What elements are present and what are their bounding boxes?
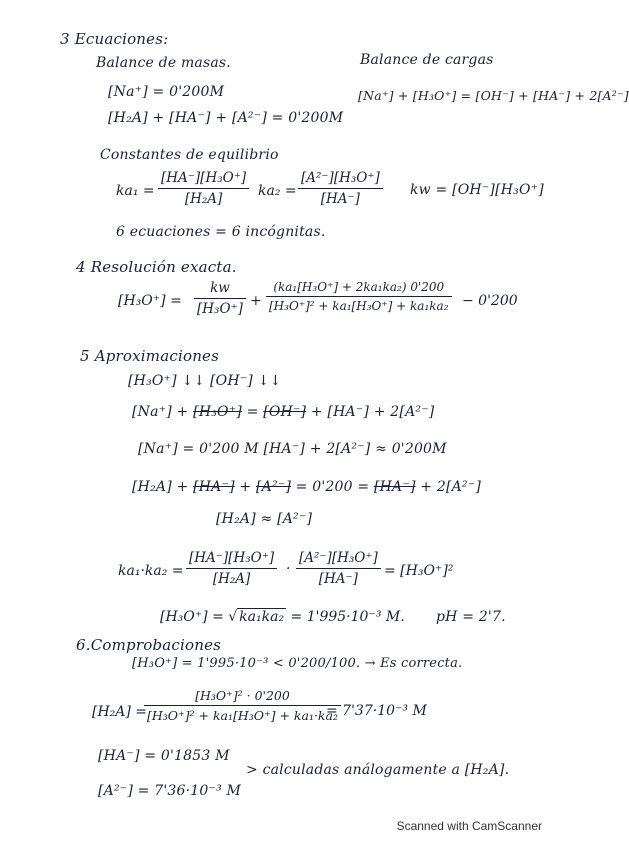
na-approx-line: [Na⁺] = 0'200 M [HA⁻] + 2[A²⁻] ≈ 0'200M [138,441,447,457]
struck-a2: [A²⁻] [255,479,292,495]
kw-denominator: [H₃O⁺] [197,301,243,317]
ka2-numerator: [A²⁻][H₃O⁺] [298,170,383,189]
kw-fraction [194,280,246,317]
h2a-lhs: [H₂A] = [92,704,148,720]
ka1-fraction [158,170,249,207]
sqrt-lhs: [H₃O⁺] = [160,609,229,625]
h2a-result: = 7'37·10⁻³ M [326,703,427,719]
struck-ha: [HA⁻] [193,479,235,495]
product-dot: · [286,561,291,577]
struck-ha-2: [HA⁻] [373,479,416,495]
exact-fraction [266,280,452,313]
product-result: = [H₃O⁺]² [384,563,454,579]
section-4-title: 4 Resolución exacta. [76,258,237,276]
struck-h3o: [H₃O⁺] [193,404,242,420]
exact-tail: − 0'200 [462,293,518,309]
concentration-arrows: [H₃O⁺] ↓↓ [OH⁻] ↓↓ [128,373,282,389]
h2a-fraction [144,688,341,723]
analogous-note: > calculadas análogamente a [H₂A]. [246,762,510,778]
mass-balance-title: Balance de masas. [96,55,231,71]
product-numerator-1: [HA⁻][H₃O⁺] [186,550,277,569]
ha-result: [HA⁻] = 0'1853 M [98,748,230,764]
ka1-denominator: [H₂A] [184,191,223,207]
product-fraction-2 [296,550,381,587]
mass-approx-plus: + [234,479,256,495]
section-6-title: 6.Comprobaciones [76,636,222,654]
sqrt-equation [160,609,405,625]
h2a-denominator: [H₃O⁺]² + ka₁[H₃O⁺] + ka₁·ka₂ [147,708,338,723]
mass-balance-equation: [H₂A] + [HA⁻] + [A²⁻] = 0'200M [108,110,344,126]
charge-balance-title: Balance de cargas [360,52,494,68]
ka2-fraction [298,170,383,207]
sqrt-radical-icon: √ [228,609,238,625]
sqrt-rhs: = 1'995·10⁻³ M. [286,609,405,625]
exact-numerator: (ka₁[H₃O⁺] + 2ka₁ka₂) 0'200 [266,280,452,297]
product-denominator-1: [H₂A] [212,571,251,587]
charge-approx-rest: + [HA⁻] + 2[A²⁻] [306,404,435,420]
h2a-numerator: [H₃O⁺]² · 0'200 [144,688,341,706]
section-3-title: 3 Ecuaciones: [60,30,169,48]
plus-sign: + [250,293,262,309]
exact-denominator: [H₃O⁺]² + ka₁[H₃O⁺] + ka₁ka₂ [269,299,449,313]
product-denominator-2: [HA⁻] [318,571,358,587]
check-line: [H₃O⁺] = 1'995·10⁻³ < 0'200/100. → Es correcta. [132,656,463,671]
ka1-numerator: [HA⁻][H₃O⁺] [158,170,249,189]
section-5-title: 5 Aproximaciones [80,347,220,365]
ka-product-label: ka₁·ka₂ = [118,563,184,579]
ph-result: pH = 2'7. [436,609,506,625]
kw-numerator: kw [194,280,246,299]
sqrt-argument: ka₁ka₂ [239,609,285,625]
constants-title: Constantes de equilibrio [100,147,279,163]
scanner-watermark: Scanned with CamScanner [396,819,542,833]
mass-approx-rest: + 2[A²⁻] [415,479,481,495]
mass-approx-eq: = 0'200 = [291,479,374,495]
mass-approx-h2a: [H₂A] + [132,479,194,495]
charge-balance-equation: [Na⁺] + [H₃O⁺] = [OH⁻] + [HA⁻] + 2[A²⁻] [358,88,629,103]
ka2-denominator: [HA⁻] [320,191,360,207]
kw-equation: kw = [OH⁻][H₃O⁺] [410,182,544,198]
na-equation: [Na⁺] = 0'200M [108,84,225,100]
product-numerator-2: [A²⁻][H₃O⁺] [296,550,381,569]
equation-count: 6 ecuaciones = 6 incógnitas. [116,224,326,240]
mass-approx-line [132,479,481,495]
a2-result: [A²⁻] = 7'36·10⁻³ M [98,783,242,799]
exact-lhs: [H₃O⁺] = [118,293,182,309]
charge-approx-line [132,404,434,420]
ka2-label: ka₂ = [258,183,297,199]
ka1-label: ka₁ = [116,183,155,199]
product-fraction-1 [186,550,277,587]
charge-approx-na: [Na⁺] + [132,404,194,420]
h2a-approx-a2: [H₂A] ≈ [A²⁻] [216,511,313,527]
struck-oh: [OH⁻] [263,404,307,420]
charge-approx-eq: = [241,404,264,420]
